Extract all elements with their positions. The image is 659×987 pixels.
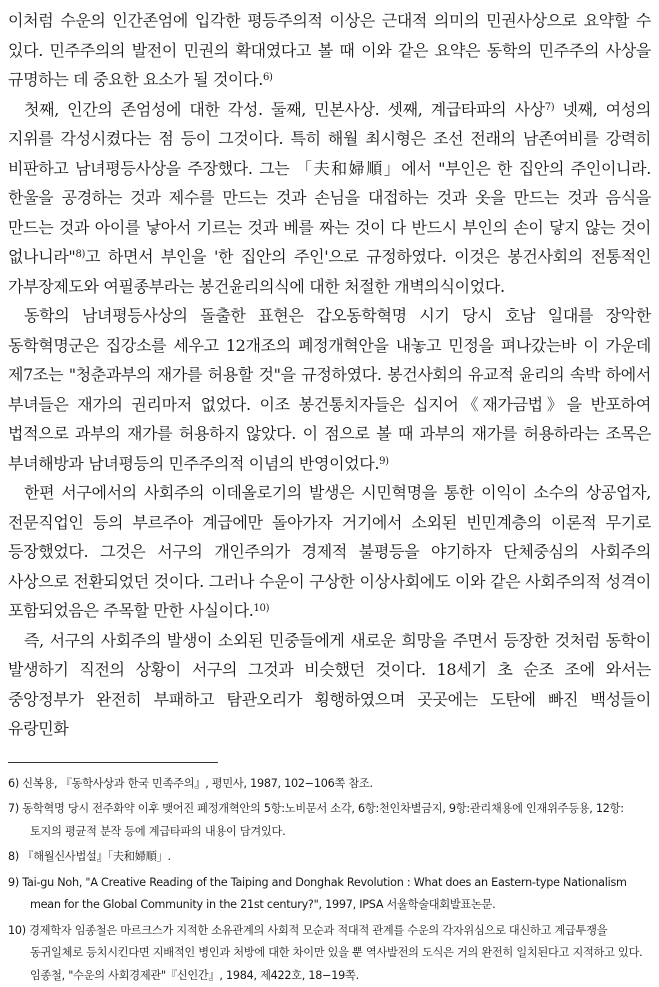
- main-text: [8, 0, 651, 744]
- footnote-ref-6: 6): [263, 72, 273, 83]
- footnotes: [8, 773, 651, 987]
- paragraph-1: [8, 6, 651, 95]
- paragraph-3-text: 동학의 남녀평등사상의 돌출한 표현은 갑오동학혁명 시기 당시 호남 일대를 장악한 동학혁명군은 집강소를 세우고 12개조의 폐정개혁안을 내놓고 민정을 펴나갔는바 이 가운데 제7조는 "청춘과부의 재가를 허용할 것"을 규정하였다. 봉건사회의 유교적 윤리의 속박 하에서 부녀들은 재가의 권리마저 없었다. 이조 봉건통치자들은 십지어《재가금법》을 반포하여 법적으로 과부의 재가를 허용하지 않았다. 이 점으로 볼 때 과부의 재가를 허용하라는 조목은 부녀해방과 남녀평등의 민주주의적 이념의 반영이었다.: [8, 306, 651, 473]
- footnote-ref-10: 10): [254, 603, 270, 614]
- footnote-ref-9: 9): [379, 456, 389, 467]
- paragraph-4-text: 한편 서구에서의 사회주의 이데올로기의 발생은 시민혁명을 통한 이익이 소수의 상공업자, 전문직업인 등의 부르주아 계급에만 돌아가자 거기에서 소외된 빈민계층의 이론적 무기로 등장했었다. 그것은 서구의 개인주의가 경제적 불평등을 야기하자 단체중심의 사회주의 사상으로 전환되었던 것이다. 그러나 수운이 구상한 이상사회에도 이와 같은 사회주의적 성격이 포함되었음은 주목할 만한 사실이다.: [8, 483, 651, 620]
- paragraph-4: [8, 478, 651, 626]
- paragraph-2-text-b: 넷째, 여성의 지위를 각성시켰다는 점 등이 그것이다. 특히 해월 최시형은 조선 전래의 남존여비를 강력히 비판하고 남녀평등사상을 주장했다. 그는 「夫和婦順」에서 "부인은 한 집안의 주인이니라. 한울을 공경하는 것과 제수를 만드는 것과 손님을 대접하는 것과 옷을 만드는 것과 음식을 만드는 것과 아이를 낳아서 기르는 것과 베를 짜는 것이 다 반드시 부인의 손이 닿지 않는 것이 없나니라": [8, 100, 651, 267]
- paragraph-2-text-a: 첫째, 인간의 존엄성에 대한 각성. 둘째, 민본사상. 셋째, 계급타파의 사상: [24, 100, 545, 119]
- paragraph-3: [8, 301, 651, 478]
- footnote-9: 9) Tai-gu Noh, "A Creative Reading of the Taiping and Donghak Revolution : What does an Eastern-type Nationalism mean for the Global Community in the 21st century?", 1997, IPSA 서울학술대회발표논문.: [8, 872, 651, 917]
- footnote-divider: [8, 762, 218, 763]
- paragraph-2-text-c: 고 하면서 부인을 '한 집안의 주인'으로 규정하였다. 이것은 봉건사회의 전통적인 가부장제도와 여필종부라는 봉건윤리의식에 대한 처절한 개벽의식이었다.: [8, 247, 651, 296]
- paragraph-5: [8, 626, 651, 744]
- footnote-10: 10) 경제학자 임종철은 마르크스가 지적한 소유관계의 사회적 모순과 적대적 관계를 수운의 각자위심으로 대신하고 계급투쟁을 동귀일체로 등치시킨다면 지배적인 병인과 처방에 대한 차이만 있을 뿐 역사발전의 도식은 거의 완전히 일치된다고 지적하고 있다. 임종철, "수운의 사회경제관"『신인간』, 1984, 제422호, 18−19쪽.: [8, 920, 651, 987]
- footnote-7: 7) 동학혁명 당시 전주화약 이후 맺어진 폐정개혁안의 5항:노비문서 소각, 6항:천인차별금지, 9항:관리채용에 인재위주등용, 12항:토지의 평균적 분작 등에 계급타파의 내용이 담겨있다.: [8, 798, 651, 843]
- footnote-8: 8) 『해월신사법설』「夫和婦順」.: [8, 846, 651, 869]
- footnote-6: 6) 신복용, 『동학사상과 한국 민족주의』, 평민사, 1987, 102−106쪽 참조.: [8, 773, 651, 796]
- paragraph-5-text: 즉, 서구의 사회주의 발생이 소외된 민중들에게 새로운 희망을 주면서 등장한 것처럼 동학이 발생하기 직전의 상황이 서구의 그것과 비슷했던 것이다. 18세기 초 순조 조에 와서는 중앙정부가 완전히 부패하고 탐관오리가 횡행하였으며 곳곳에는 도탄에 빠진 백성들이 유랑민화: [8, 631, 651, 739]
- paragraph-1-text: 이처럼 수운의 인간존엄에 입각한 평등주의적 이상은 근대적 의미의 민권사상으로 요약할 수 있다. 민주주의의 발전이 민권의 확대였다고 볼 때 이와 같은 요약은 동학의 민주주의 사상을 규명하는 데 중요한 요소가 될 것이다.: [8, 11, 651, 89]
- paragraph-2: [8, 95, 651, 302]
- footnote-ref-7: 7): [545, 102, 555, 113]
- footnote-ref-8: 8): [75, 249, 85, 260]
